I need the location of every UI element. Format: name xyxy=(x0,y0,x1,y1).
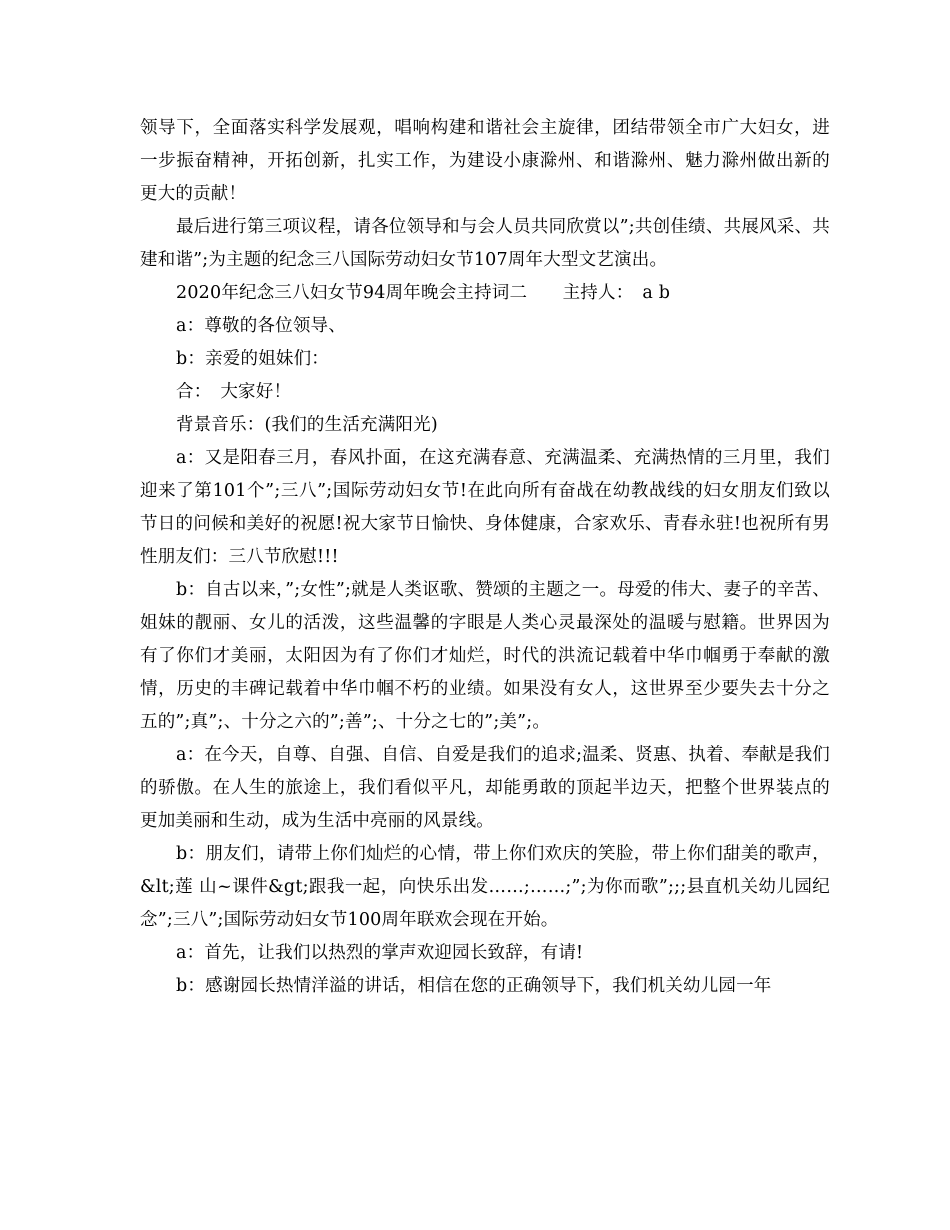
paragraph-1: 领导下，全面落实科学发展观，唱响构建和谐社会主旋律，团结带领全市广大妇女，进一步振奋精神，开拓创新，扎实工作，为建设小康滁州、和谐滁州、魅力滁州做出新的更大的贡献！ xyxy=(140,118,830,204)
paragraph-5: b：亲爱的姐妹们： xyxy=(176,349,330,369)
paragraph-11: b：朋友们，请带上你们灿烂的心情，带上你们欢庆的笑脸，带上你们甜美的歌声，&lt;莲 山~课件&gt;跟我一起，向快乐出发……;……;”;为你而歌”;;;县直机关幼儿园纪念”;三八”;国际劳动妇女节100周年联欢会现在开始。 xyxy=(140,844,830,930)
paragraph-7: 背景音乐：(我们的生活充满阳光) xyxy=(176,415,438,435)
paragraph-8: a：又是阳春三月，春风扑面，在这充满春意、充满温柔、充满热情的三月里，我们迎来了第101个”;三八”;国际劳动妇女节!在此向所有奋战在幼教战线的妇女朋友们致以节日的问候和美好的祝愿!祝大家节日愉快、身体健康，合家欢乐、青春永驻!也祝所有男性朋友们：三八节欣慰!!! xyxy=(140,448,830,567)
document-body xyxy=(140,112,830,1003)
paragraph-6: 合： 大家好！ xyxy=(176,382,292,402)
paragraph-13: b：感谢园长热情洋溢的讲话，相信在您的正确领导下，我们机关幼儿园一年 xyxy=(176,976,772,996)
paragraph-12: a：首先，让我们以热烈的掌声欢迎园长致辞，有请! xyxy=(176,943,584,963)
paragraph-2: 最后进行第三项议程，请各位领导和与会人员共同欣赏以”;共创佳绩、共展风采、共建和谐”;为主题的纪念三八国际劳动妇女节107周年大型文艺演出。 xyxy=(140,217,830,270)
paragraph-9: b：自古以来，”;女性”;就是人类讴歌、赞颂的主题之一。母爱的伟大、妻子的辛苦、姐妹的靓丽、女儿的活泼，这些温馨的字眼是人类心灵最深处的温暖与慰籍。世界因为有了你们才美丽，太阳因为有了你们才灿烂，时代的洪流记载着中华巾帼勇于奉献的激情，历史的丰碑记载着中华巾帼不朽的业绩。如果没有女人，这世界至少要失去十分之五的”;真”;、十分之六的”;善”;、十分之七的”;美”;。 xyxy=(140,580,830,732)
paragraph-3: 2020年纪念三八妇女节94周年晚会主持词二 主持人： a b xyxy=(176,283,671,303)
paragraph-4: a：尊敬的各位领导、 xyxy=(176,316,346,336)
paragraph-10: a：在今天，自尊、自强、自信、自爱是我们的追求;温柔、贤惠、执着、奉献是我们的骄傲。在人生的旅途上，我们看似平凡，却能勇敢的顶起半边天，把整个世界装点的更加美丽和生动，成为生活中亮丽的风景线。 xyxy=(140,745,830,831)
